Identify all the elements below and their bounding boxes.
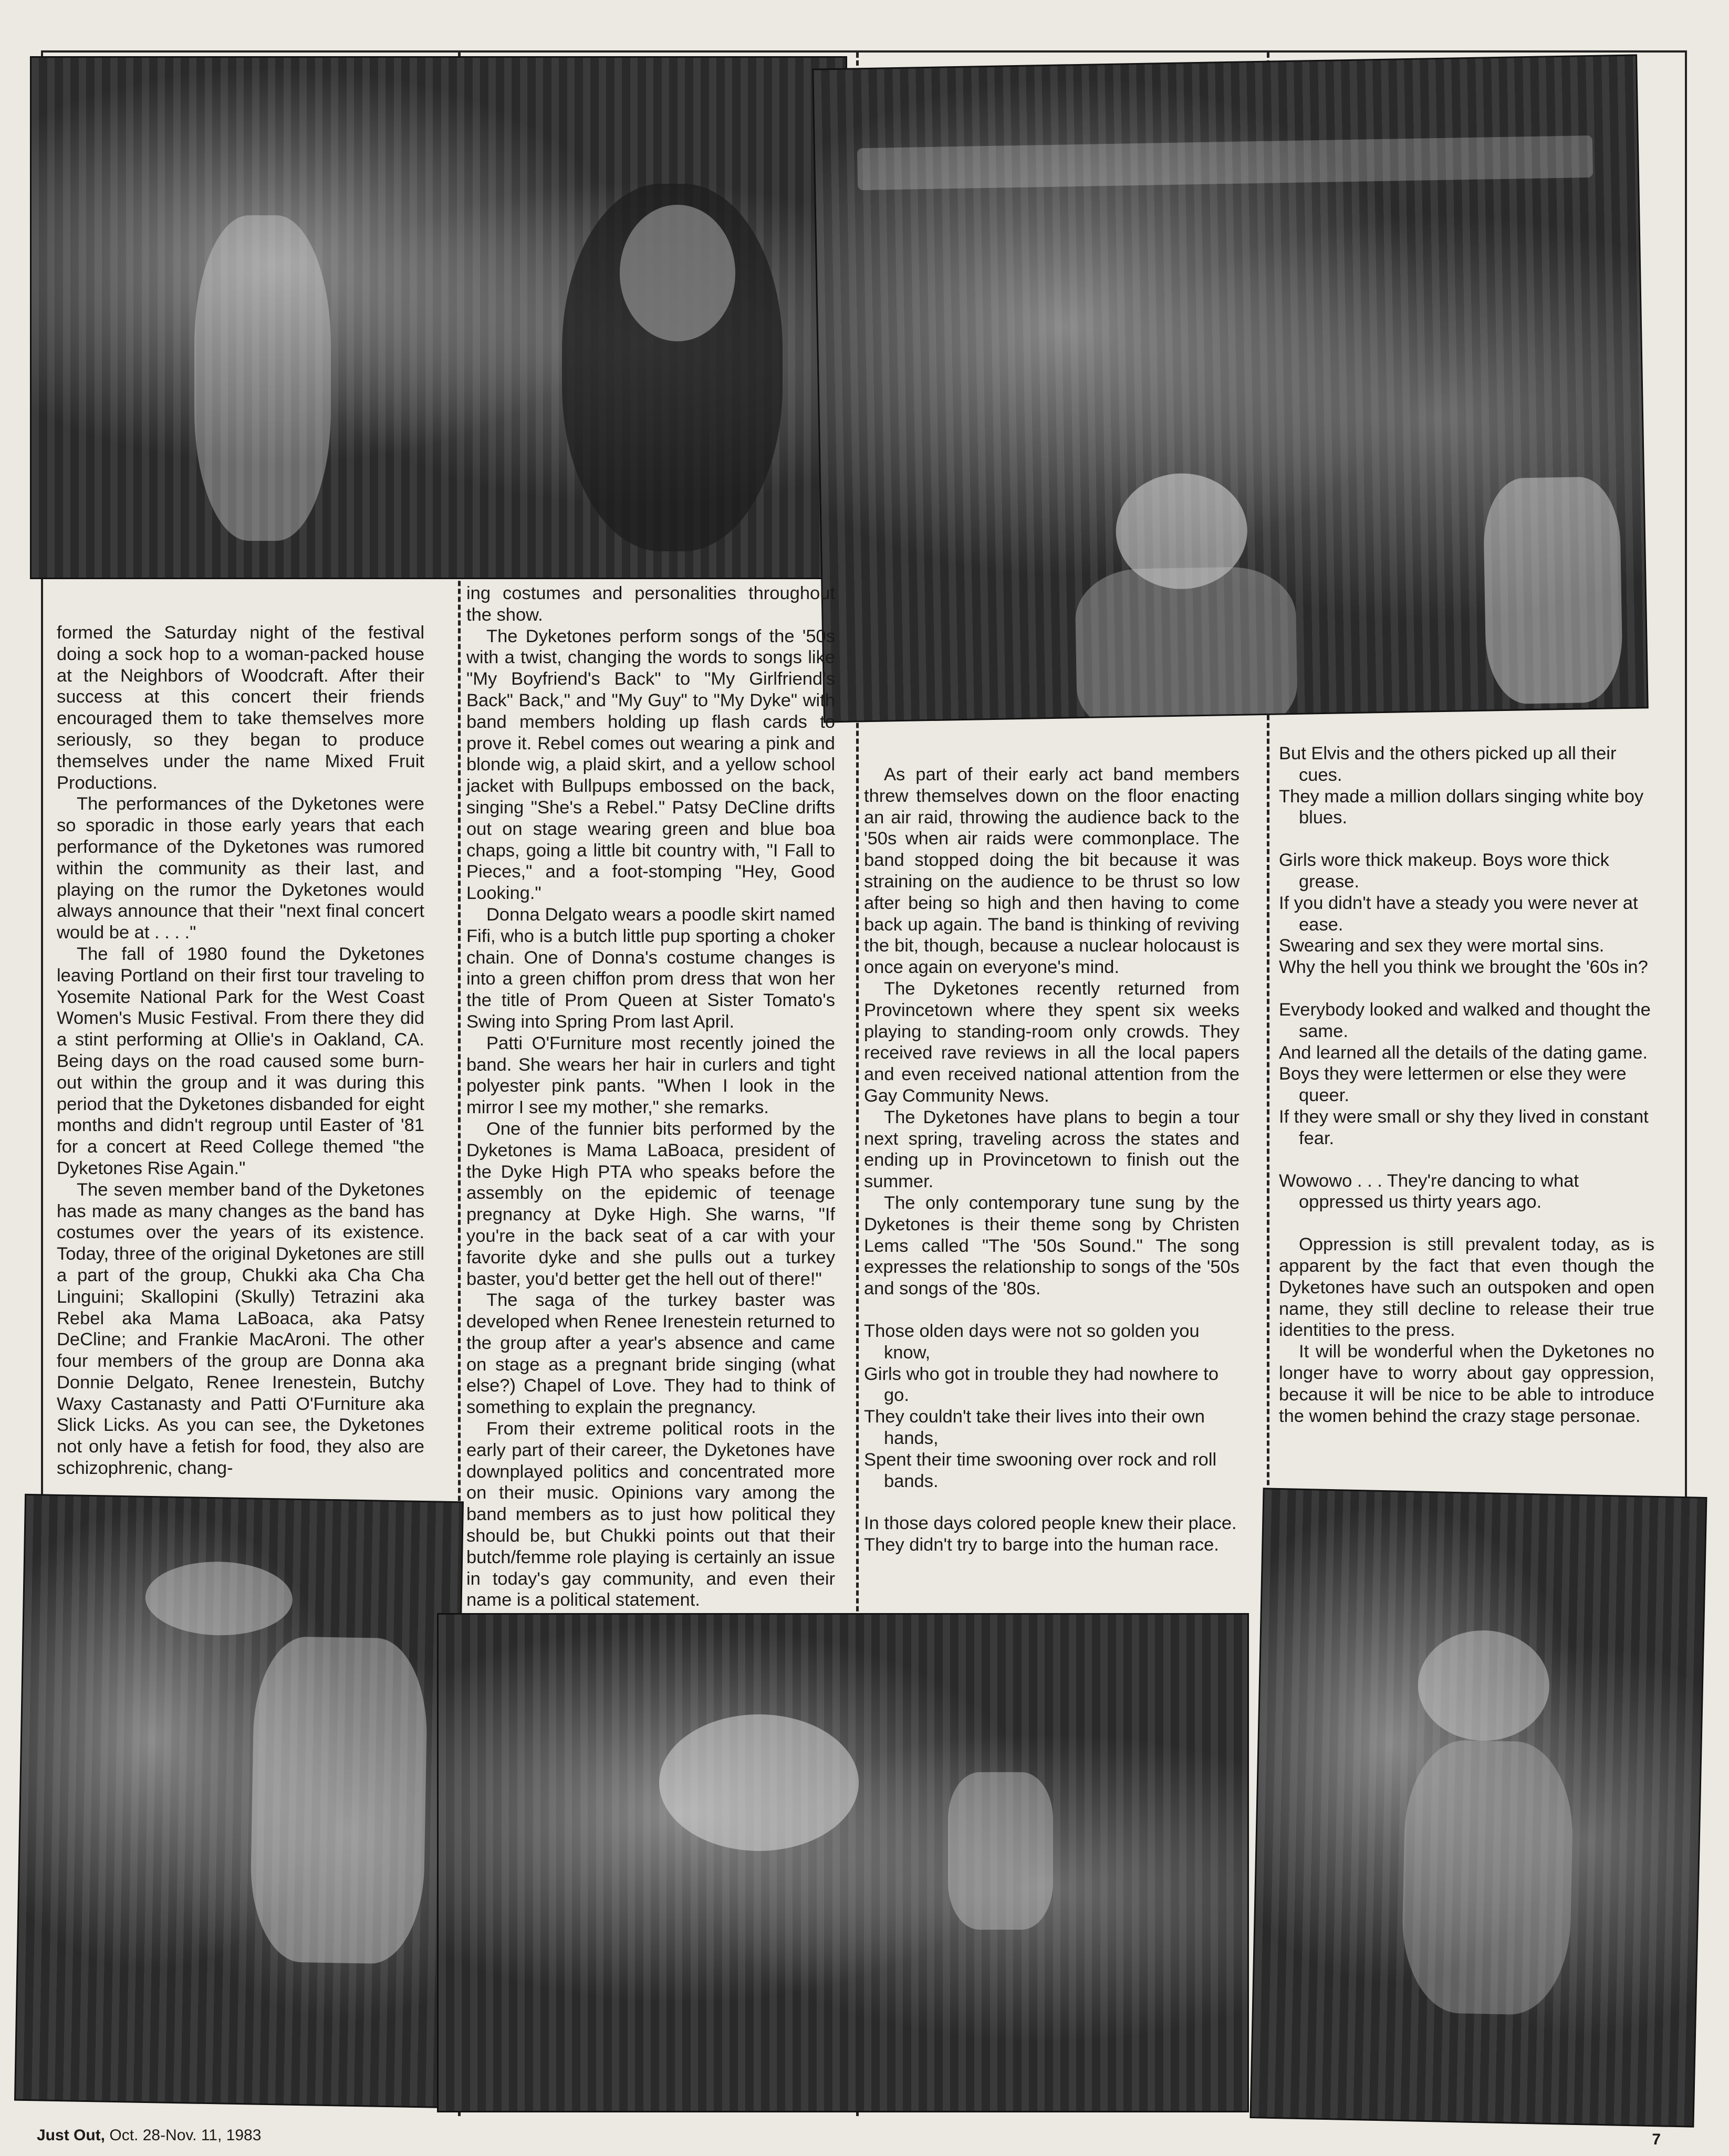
lyric-line: In those days colored people knew their place. bbox=[864, 1513, 1237, 1534]
photo-singer-and-saxophonist bbox=[32, 58, 846, 578]
photo-singer-at-microphone bbox=[1252, 1489, 1706, 2126]
lyric-line: Spent their time swooning over rock and roll bands. bbox=[864, 1449, 1217, 1491]
lyrics-verse bbox=[864, 1513, 1240, 1556]
photo-performers-in-cowboy-hats bbox=[16, 1495, 462, 2107]
lyric-line: Those olden days were not so golden you know, bbox=[864, 1321, 1200, 1363]
paragraph: The only contemporary tune sung by the Dyketones is their theme song by Christen Lems called "The '50s Sound." The song expresses the relationship to songs of the '50s and songs of the '80s. bbox=[864, 1192, 1240, 1299]
issue-date: Oct. 28-Nov. 11, 1983 bbox=[109, 2127, 262, 2144]
paragraph: Oppression is still prevalent today, as is apparent by the fact that even though the Dyketones have such an outspoken and open name, they still decline to release their true identities to the press. bbox=[1279, 1234, 1654, 1341]
lyric-line: Wowowo . . . They're dancing to what oppressed us thirty years ago. bbox=[1279, 1170, 1579, 1212]
paragraph: ing costumes and personalities throughout the show. bbox=[466, 583, 835, 625]
page-number: 7 bbox=[1652, 2131, 1661, 2148]
paragraph: Donna Delgato wears a poodle skirt named Fifi, who is a butch little pup sporting a choker chain. One of Donna's costume changes is into a green chiffon prom dress that won her the title of Prom Queen at Sister Tomato's Swing into Spring Prom last April. bbox=[466, 904, 835, 1032]
paragraph: The Dyketones perform songs of the '50s with a twist, changing the words to songs like "My Boyfriend's Back" to "My Girlfriend's Back" Back," and "My Guy" to "My Dyke" with band members holding up flash cards to prove it. Rebel comes out wearing a pink and blonde wig, a plaid skirt, and a yellow school jacket with Bullpups embossed on the back, singing "She's a Rebel." Patsy DeCline drifts out on stage wearing green and blue boa chaps, going a little bit country with, "I Fall to Pieces," and a foot-stomping "Hey, Good Looking." bbox=[466, 626, 835, 904]
lyric-line: If you didn't have a steady you were never at ease. bbox=[1279, 893, 1638, 935]
paragraph: It will be wonderful when the Dyketones no longer have to worry about gay oppression, because it will be nice to be able to introduce the women behind the crazy stage personae. bbox=[1279, 1342, 1654, 1426]
lyric-line: If they were small or shy they lived in constant fear. bbox=[1279, 1106, 1649, 1148]
photo-band-on-stage bbox=[439, 1615, 1247, 2111]
lyric-line: Girls wore thick makeup. Boys wore thick grease. bbox=[1279, 850, 1609, 892]
paragraph: The seven member band of the Dyketones has made as many changes as the band has costumes over the years of its existence. Today, three of the original Dyketones are still a part of the group, Chukki aka Cha Cha Linguini; Skallopini (Skully) Tetrazini aka Rebel aka Mama LaBoaca, aka Patsy DeCline; and Frankie MacAroni. The other four members of the group are Donna aka Donnie Delgato, Renee Irenestein, Butchy Waxy Castanasty and Patti O'Furniture aka Slick Licks. As you can see, the Dyketones not only have a fetish for food, they also are schizophrenic, chang- bbox=[57, 1179, 424, 1479]
paragraph: As part of their early act band members threw themselves down on the floor enacting an air raid, throwing the audience back to the '50s when air raids were commonplace. The band stopped doing the bit because it was straining on the audience to be thrust so low after being so high and then having to come back up again. The band is thinking of reviving the bit, though, because a nuclear holocaust is once again on everyone's mind. bbox=[864, 765, 1240, 978]
lyric-line: They didn't try to barge into the human race. bbox=[864, 1535, 1219, 1555]
column-1 bbox=[57, 622, 424, 1479]
lyric-line: Swearing and sex they were mortal sins. bbox=[1279, 936, 1605, 956]
lyrics-verse bbox=[1279, 1170, 1654, 1213]
lyrics-verse bbox=[864, 1321, 1240, 1492]
lyric-line: Why the hell you think we brought the '60s in? bbox=[1279, 957, 1648, 978]
photo-stage-with-two-performers bbox=[814, 56, 1647, 721]
lyric-line: They made a million dollars singing white boy blues. bbox=[1279, 786, 1644, 828]
lyrics-verse bbox=[1279, 850, 1654, 978]
lyric-line: They couldn't take their lives into their own hands, bbox=[864, 1407, 1205, 1448]
paragraph: The saga of the turkey baster was developed when Renee Irenestein returned to the group after a year's absence and came on stage as a pregnant bride singing (what else?) Chapel of Love. They had to think of something to explain the pregnancy. bbox=[466, 1290, 835, 1418]
paragraph: The Dyketones have plans to begin a tour next spring, traveling across the states and ending up in Provincetown to finish out the summer. bbox=[864, 1107, 1240, 1192]
paragraph: Patti O'Furniture most recently joined the band. She wears her hair in curlers and tight polyester pink pants. "When I look in the mirror I see my mother," she remarks. bbox=[466, 1033, 835, 1118]
paragraph: The fall of 1980 found the Dyketones leaving Portland on their first tour traveling to Yosemite National Park for the West Coast Women's Music Festival. From there they did a stint performing at Ollie's in Oakland, CA. Being days on the road caused some burn-out within the group and it was during this period that the Dyketones disbanded for eight months and didn't regroup until Easter of '81 for a concert at Reed College themed "the Dyketones Rise Again." bbox=[57, 944, 424, 1178]
paragraph: The Dyketones recently returned from Provincetown where they spent six weeks playing to standing-room only crowds. They received rave reviews in all the local papers and even received national attention from the Gay Community News. bbox=[864, 978, 1240, 1106]
paragraph: From their extreme political roots in the early part of their career, the Dyketones have downplayed politics and concentrated more on their music. Opinions vary among the band members as to just how political they should be, but Chukki points out that their butch/femme role playing is certainly an issue in today's gay community, and even their name is a political statement. bbox=[466, 1419, 835, 1610]
lyric-line: And learned all the details of the dating game. bbox=[1279, 1042, 1648, 1063]
column-2 bbox=[466, 583, 835, 1611]
lyrics-verse bbox=[1279, 999, 1654, 1149]
paragraph: formed the Saturday night of the festival doing a sock hop to a woman-packed house at the Neighbors of Woodcraft. After their success at this concert their friends encouraged them to take themselves more seriously, so they began to produce themselves under the name Mixed Fruit Productions. bbox=[57, 623, 424, 793]
lyrics-verse bbox=[1279, 743, 1654, 829]
paragraph: One of the funnier bits performed by the Dyketones is Mama LaBoaca, president of the Dyke High PTA who speaks before the assembly on the epidemic of teenage pregnancy at Dyke High. She warns, "If you're in the back seat of a car with your favorite dyke and she pulls out a turkey baster, you'd better get the hell out of there!" bbox=[466, 1118, 835, 1289]
paragraph: The performances of the Dyketones were so sporadic in those early years that each performance of the Dyketones was rumored within the community as their last, and playing on the rumor the Dyketones would always announce that their "next final concert would be at . . . ." bbox=[57, 794, 424, 943]
lyric-line: Boys they were lettermen or else they were queer. bbox=[1279, 1064, 1627, 1106]
column-3 bbox=[864, 764, 1240, 1556]
column-4 bbox=[1279, 743, 1654, 1427]
lyric-line: Girls who got in trouble they had nowhere to go. bbox=[864, 1364, 1219, 1406]
publication-name: Just Out, bbox=[37, 2127, 106, 2144]
lyric-line: But Elvis and the others picked up all their cues. bbox=[1279, 744, 1617, 785]
lyric-line: Everybody looked and walked and thought the same. bbox=[1279, 999, 1651, 1041]
page-footer bbox=[37, 2127, 261, 2144]
